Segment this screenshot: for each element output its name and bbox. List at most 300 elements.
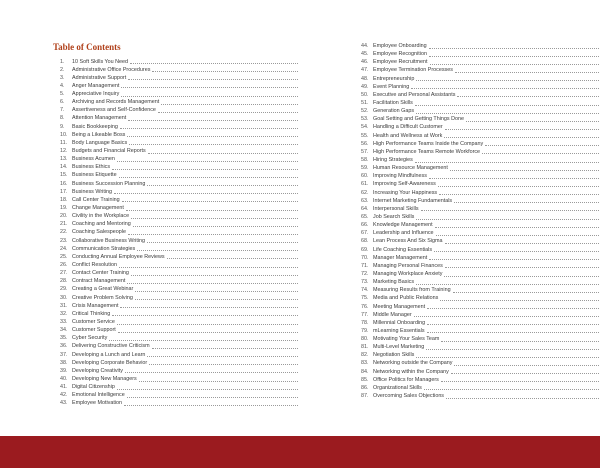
toc-entry-number: 66.	[361, 222, 369, 229]
toc-entry-label: Media and Public Relations	[373, 295, 439, 302]
toc-dot-leader	[427, 304, 599, 309]
toc-entry-number: 33.	[60, 319, 68, 325]
toc-entry[interactable]	[60, 261, 300, 269]
toc-entry[interactable]	[361, 254, 600, 262]
toc-entry[interactable]	[60, 212, 300, 220]
toc-entry-number: 31.	[60, 302, 68, 309]
toc-entry-number: 82.	[361, 352, 369, 359]
toc-dot-leader	[436, 231, 599, 236]
toc-entry[interactable]	[60, 155, 300, 163]
toc-dot-leader	[445, 263, 599, 268]
toc-entry-label: Business Ethics	[72, 164, 111, 171]
toc-entry[interactable]	[60, 294, 300, 302]
toc-entry-number: 10.	[60, 131, 68, 138]
toc-entry-number: 5.	[60, 91, 65, 98]
toc-entry[interactable]	[60, 139, 300, 147]
toc-entry[interactable]	[60, 351, 300, 359]
toc-entry-number: 12.	[60, 148, 68, 155]
toc-entry[interactable]	[361, 294, 600, 302]
toc-entry-label: Multi-Level Marketing	[373, 344, 425, 351]
toc-entry[interactable]	[60, 114, 300, 122]
toc-entry-label: Improving Mindfulness	[373, 173, 427, 180]
toc-dot-leader	[133, 222, 298, 227]
toc-entry[interactable]	[361, 319, 600, 327]
toc-entry[interactable]	[60, 383, 300, 391]
toc-entry-label: Administrative Office Procedures	[72, 66, 151, 73]
toc-entry-label: Attention Management	[72, 115, 127, 122]
toc-entry-number: 27.	[60, 270, 68, 277]
toc-dot-leader	[117, 157, 298, 162]
toc-entry[interactable]	[361, 140, 600, 148]
toc-entry[interactable]	[361, 148, 600, 156]
toc-entry[interactable]	[361, 221, 600, 229]
toc-entry-label: Networking outside the Company	[373, 360, 453, 367]
toc-entry-number: 57.	[361, 148, 369, 155]
toc-entry-number: 70.	[361, 254, 369, 261]
toc-entry-number: 62.	[361, 189, 369, 196]
toc-entry-label: Civility in the Workplace	[72, 213, 130, 220]
toc-entry-number: 83.	[361, 360, 369, 367]
toc-dot-leader	[411, 84, 599, 89]
toc-entry-number: 58.	[361, 156, 369, 163]
toc-dot-leader	[434, 247, 599, 252]
toc-dot-leader	[445, 125, 599, 130]
toc-entry-number: 39.	[60, 367, 68, 374]
toc-entry[interactable]	[361, 311, 600, 319]
toc-entry-label: Coaching and Mentoring	[72, 221, 131, 228]
toc-entry-number: 30.	[60, 294, 68, 301]
toc-entry-label: Managing Personal Finances	[373, 262, 443, 269]
toc-entry-number: 3.	[60, 74, 65, 81]
toc-dot-leader	[152, 344, 298, 349]
toc-entry-label: Call Center Training	[72, 196, 120, 203]
toc-entry-label: Measuring Results from Training	[373, 287, 451, 294]
toc-dot-leader	[416, 353, 599, 358]
toc-entry-number: 53.	[361, 116, 369, 123]
toc-entry[interactable]	[60, 302, 300, 310]
toc-entry[interactable]	[60, 253, 300, 261]
toc-entry-label: Hiring Strategies	[373, 156, 413, 163]
toc-dot-leader	[416, 76, 599, 81]
toc-entry[interactable]	[60, 131, 300, 139]
toc-dot-leader	[454, 361, 599, 366]
toc-entry-label: Meeting Management	[373, 303, 426, 310]
toc-entry[interactable]	[60, 375, 300, 383]
toc-entry-label: Administrative Support	[72, 74, 127, 81]
toc-dot-leader	[444, 133, 599, 138]
toc-dot-leader	[121, 92, 298, 97]
toc-entry-label: Assertiveness and Self-Confidence	[72, 107, 156, 114]
toc-entry-number: 29.	[60, 286, 68, 293]
toc-entry-label: High Performance Teams Inside the Company	[373, 140, 484, 147]
toc-dot-leader	[131, 271, 298, 276]
toc-entry[interactable]	[60, 342, 300, 350]
toc-dot-leader	[128, 116, 298, 121]
toc-entry-label: Business Etiquette	[72, 172, 117, 179]
toc-entry[interactable]	[361, 132, 600, 140]
toc-entry-number: 50.	[361, 91, 369, 98]
toc-dot-leader	[127, 393, 298, 398]
toc-entry-number: 48.	[361, 75, 369, 82]
toc-dot-leader	[114, 189, 298, 194]
toc-entry-number: 73.	[361, 279, 369, 286]
toc-entry-label: Budgets and Financial Reports	[72, 148, 146, 155]
toc-entry[interactable]	[60, 90, 300, 98]
toc-entry-number: 51.	[361, 99, 369, 106]
toc-entry[interactable]	[361, 343, 600, 351]
toc-dot-leader	[429, 174, 599, 179]
toc-dot-leader	[427, 320, 599, 325]
toc-entry[interactable]	[60, 163, 300, 171]
toc-entry[interactable]	[361, 164, 600, 172]
toc-entry[interactable]	[361, 172, 600, 180]
toc-dot-leader	[424, 385, 599, 390]
toc-entry-number: 4.	[60, 82, 65, 89]
toc-dot-leader	[122, 197, 298, 202]
toc-entry-number: 54.	[361, 124, 369, 131]
toc-dot-leader	[416, 280, 599, 285]
toc-entry-label: Customer Support	[72, 327, 116, 334]
toc-entry-number: 64.	[361, 205, 369, 212]
toc-entry-label: Creating a Great Webinar	[72, 286, 134, 293]
toc-entry-number: 87.	[361, 393, 369, 400]
toc-entry[interactable]	[60, 237, 300, 245]
toc-dot-leader	[446, 394, 599, 399]
toc-entry-number: 67.	[361, 230, 369, 237]
toc-entry-number: 38.	[60, 359, 68, 366]
toc-entry[interactable]	[60, 391, 300, 399]
toc-entry[interactable]	[60, 196, 300, 204]
toc-dot-leader	[414, 312, 599, 317]
toc-dot-leader	[119, 173, 298, 178]
toc-entry-label: Handling a Difficult Customer	[373, 124, 443, 131]
toc-entry[interactable]	[60, 180, 300, 188]
toc-entry[interactable]	[60, 318, 300, 326]
toc-dot-leader	[429, 255, 599, 260]
toc-entry-number: 20.	[60, 213, 68, 220]
toc-entry-number: 14.	[60, 164, 68, 171]
toc-entry[interactable]	[361, 327, 600, 335]
toc-entry-number: 35.	[60, 335, 68, 342]
toc-dot-leader	[457, 92, 599, 97]
toc-entry-number: 63.	[361, 197, 369, 204]
toc-entry[interactable]	[60, 399, 300, 407]
toc-dot-leader	[152, 67, 298, 72]
toc-entry-label: 10 Soft Skills You Need	[72, 58, 129, 65]
toc-entry[interactable]	[60, 326, 300, 334]
toc-entry-label: Employee Motivation	[72, 400, 123, 407]
toc-entry-label: Emotional Intelligence	[72, 392, 125, 399]
toc-dot-leader	[450, 166, 599, 171]
toc-entry-label: Human Resource Management	[373, 165, 448, 172]
toc-dot-leader	[148, 149, 298, 154]
toc-entry-label: Anger Management	[72, 82, 120, 89]
toc-entry-number: 37.	[60, 351, 68, 358]
toc-entry-number: 84.	[361, 368, 369, 375]
toc-dot-leader	[137, 246, 298, 251]
toc-dot-leader	[482, 149, 599, 154]
toc-entry-label: Business Succession Planning	[72, 180, 146, 187]
toc-entry-number: 61.	[361, 181, 369, 188]
toc-entry[interactable]	[361, 213, 600, 221]
toc-entry[interactable]	[361, 58, 600, 66]
toc-entry-number: 86.	[361, 384, 369, 391]
toc-entry-label: Digital Citizenship	[72, 384, 115, 391]
toc-entry[interactable]	[60, 188, 300, 196]
toc-entry-number: 49.	[361, 83, 369, 90]
toc-dot-leader	[453, 288, 599, 293]
toc-entry[interactable]	[361, 50, 600, 58]
toc-entry[interactable]	[361, 392, 600, 400]
toc-entry-label: Life Coaching Essentials	[373, 246, 433, 253]
toc-title: Table of Contents	[53, 42, 121, 52]
toc-entry-label: Leadership and Influence	[373, 230, 434, 237]
toc-entry[interactable]	[361, 180, 600, 188]
toc-entry[interactable]	[361, 66, 600, 74]
toc-entry-label: Increasing Your Happiness	[373, 189, 438, 196]
toc-entry-number: 46.	[361, 59, 369, 66]
toc-dot-leader	[466, 117, 599, 122]
toc-dot-leader	[426, 345, 599, 350]
toc-entry-label: Overcoming Sales Objections	[373, 393, 445, 400]
toc-entry-number: 74.	[361, 287, 369, 294]
toc-entry-number: 7.	[60, 107, 65, 114]
toc-entry-label: Developing Creativity	[72, 367, 123, 374]
toc-entry[interactable]	[361, 351, 600, 359]
toc-entry-label: Negotiation Skills	[373, 352, 415, 359]
toc-entry[interactable]	[361, 156, 600, 164]
toc-entry[interactable]	[60, 147, 300, 155]
toc-dot-leader	[109, 336, 298, 341]
toc-entry-label: Marketing Basics	[373, 279, 415, 286]
toc-entry-number: 21.	[60, 221, 68, 228]
toc-entry[interactable]	[361, 335, 600, 343]
toc-entry-number: 42.	[60, 392, 68, 399]
toc-dot-leader	[429, 44, 599, 49]
toc-dot-leader	[124, 401, 298, 406]
toc-entry[interactable]	[361, 270, 600, 278]
toc-entry-number: 81.	[361, 344, 369, 351]
toc-entry[interactable]	[60, 277, 300, 285]
toc-entry-label: Generation Gaps	[373, 108, 415, 115]
toc-entry[interactable]	[361, 189, 600, 197]
toc-entry[interactable]	[361, 368, 600, 376]
toc-entry-label: Internet Marketing Fundamentals	[373, 197, 453, 204]
toc-dot-leader	[167, 254, 298, 259]
toc-entry[interactable]	[60, 228, 300, 236]
toc-entry-number: 68.	[361, 238, 369, 245]
toc-entry[interactable]	[361, 115, 600, 123]
toc-entry[interactable]	[60, 82, 300, 90]
toc-entry-label: Coaching Salespeople	[72, 229, 126, 236]
toc-entry-number: 16.	[60, 180, 68, 187]
toc-entry[interactable]	[60, 66, 300, 74]
toc-entry-label: Managing Workplace Anxiety	[373, 270, 443, 277]
toc-entry[interactable]	[361, 286, 600, 294]
toc-entry[interactable]	[361, 83, 600, 91]
toc-entry-number: 80.	[361, 336, 369, 343]
toc-entry-label: Contract Management	[72, 278, 126, 285]
toc-entry-number: 2.	[60, 66, 65, 73]
toc-entry[interactable]	[361, 384, 600, 392]
toc-dot-leader	[147, 352, 298, 357]
toc-dot-leader	[128, 75, 298, 80]
toc-entry-number: 55.	[361, 132, 369, 139]
toc-entry[interactable]	[60, 245, 300, 253]
footer-bar	[0, 436, 600, 468]
toc-entry[interactable]	[60, 98, 300, 106]
toc-entry[interactable]	[361, 262, 600, 270]
toc-entry[interactable]	[60, 334, 300, 342]
toc-dot-leader	[118, 328, 298, 333]
toc-entry-number: 71.	[361, 262, 369, 269]
toc-entry-label: Conflict Resolution	[72, 262, 117, 269]
toc-entry-label: Health and Wellness at Work	[373, 132, 443, 139]
toc-dot-leader	[158, 108, 298, 113]
toc-entry-number: 13.	[60, 156, 68, 163]
toc-entry[interactable]	[60, 310, 300, 318]
toc-entry[interactable]	[361, 107, 600, 115]
toc-entry[interactable]	[361, 205, 600, 213]
toc-entry-number: 59.	[361, 165, 369, 172]
toc-dot-leader	[415, 158, 599, 163]
toc-entry[interactable]	[361, 278, 600, 286]
toc-entry-label: Manager Management	[373, 254, 428, 261]
toc-entry[interactable]	[60, 106, 300, 114]
toc-entry[interactable]	[60, 171, 300, 179]
toc-entry[interactable]	[60, 269, 300, 277]
toc-entry-label: Improving Self-Awareness	[373, 181, 436, 188]
toc-dot-leader	[445, 239, 599, 244]
toc-dot-leader	[128, 230, 298, 235]
toc-dot-leader	[129, 140, 298, 145]
toc-entry[interactable]	[60, 220, 300, 228]
toc-dot-leader	[131, 214, 298, 219]
toc-dot-leader	[127, 132, 298, 137]
toc-dot-leader	[117, 385, 298, 390]
toc-dot-leader	[429, 52, 599, 57]
toc-entry-number: 11.	[60, 139, 68, 146]
toc-entry[interactable]	[361, 91, 600, 99]
toc-entry[interactable]	[361, 376, 600, 384]
toc-entry-number: 41.	[60, 384, 68, 391]
toc-dot-leader	[444, 272, 599, 277]
toc-entry-label: Knowledge Management	[373, 222, 433, 229]
toc-dot-leader	[147, 238, 298, 243]
toc-entry[interactable]	[361, 42, 600, 50]
toc-dot-leader	[125, 368, 298, 373]
toc-entry-number: 75.	[361, 295, 369, 302]
toc-entry-label: Networking within the Company	[373, 368, 449, 375]
toc-dot-leader	[130, 59, 298, 64]
toc-entry-number: 36.	[60, 343, 68, 350]
toc-entry[interactable]	[361, 303, 600, 311]
toc-entry-number: 9.	[60, 123, 65, 130]
toc-dot-leader	[485, 141, 599, 146]
toc-entry[interactable]	[361, 99, 600, 107]
toc-dot-leader	[121, 83, 298, 88]
toc-entry-label: Job Search Skills	[373, 213, 415, 220]
toc-entry-number: 52.	[361, 108, 369, 115]
toc-dot-leader	[455, 68, 599, 73]
toc-dot-leader	[438, 182, 599, 187]
toc-entry[interactable]	[361, 229, 600, 237]
toc-entry-number: 18.	[60, 196, 68, 203]
toc-entry-label: Delivering Constructive Criticism	[72, 343, 150, 350]
toc-entry-label: Contact Center Training	[72, 270, 129, 277]
toc-entry-number: 60.	[361, 173, 369, 180]
toc-dot-leader	[416, 109, 599, 114]
toc-dot-leader	[120, 124, 298, 129]
toc-entry-label: Basic Bookkeeping	[72, 123, 118, 130]
toc-entry-number: 79.	[361, 327, 369, 334]
toc-entry-label: Office Politics for Managers	[373, 376, 439, 383]
toc-entry-label: Employee Termination Processes	[373, 67, 453, 74]
toc-dot-leader	[441, 337, 599, 342]
toc-entry-label: Developing New Managers	[72, 375, 137, 382]
toc-entry[interactable]	[361, 237, 600, 245]
toc-dot-leader	[430, 60, 599, 65]
toc-entry-label: Event Planning	[373, 83, 410, 90]
toc-entry-label: Lean Process And Six Sigma	[373, 238, 443, 245]
toc-entry-number: 34.	[60, 327, 68, 334]
toc-entry-label: Business Writing	[72, 188, 113, 195]
toc-dot-leader	[439, 190, 599, 195]
toc-entry[interactable]	[361, 246, 600, 254]
toc-entry-label: Conducting Annual Employee Reviews	[72, 253, 165, 260]
toc-column-right	[361, 42, 600, 400]
toc-entry-label: Millennial Onboarding	[373, 319, 426, 326]
toc-entry-label: Executive and Personal Assistants	[373, 91, 456, 98]
toc-entry[interactable]	[60, 204, 300, 212]
toc-entry[interactable]	[60, 123, 300, 131]
toc-entry-label: Developing Corporate Behavior	[72, 359, 148, 366]
toc-column-left	[60, 58, 300, 408]
toc-dot-leader	[120, 303, 298, 308]
toc-entry-label: Creative Problem Solving	[72, 294, 133, 301]
toc-dot-leader	[416, 215, 599, 220]
toc-entry-label: Interpersonal Skills	[373, 205, 419, 212]
toc-entry-number: 72.	[361, 270, 369, 277]
toc-entry-number: 78.	[361, 319, 369, 326]
toc-entry[interactable]	[361, 197, 600, 205]
toc-entry-number: 23.	[60, 237, 68, 244]
toc-entry-label: Crisis Management	[72, 302, 119, 309]
toc-entry-number: 40.	[60, 375, 68, 382]
toc-entry[interactable]	[60, 359, 300, 367]
toc-entry-number: 77.	[361, 311, 369, 318]
toc-entry-number: 8.	[60, 115, 65, 122]
toc-entry-number: 45.	[361, 51, 369, 58]
toc-entry-number: 69.	[361, 246, 369, 253]
toc-dot-leader	[435, 223, 599, 228]
toc-entry[interactable]	[60, 285, 300, 293]
toc-entry-label: Employee Recognition	[373, 51, 427, 58]
toc-entry-label: Organizational Skills	[373, 384, 422, 391]
toc-entry-label: Appreciative Inquiry	[72, 91, 120, 98]
toc-entry[interactable]	[60, 74, 300, 82]
toc-entry-number: 43.	[60, 400, 68, 407]
toc-entry[interactable]	[361, 123, 600, 131]
toc-dot-leader	[135, 295, 298, 300]
toc-entry[interactable]	[361, 75, 600, 83]
toc-entry-label: Collaborative Business Writing	[72, 237, 146, 244]
toc-entry-label: Communication Strategies	[72, 245, 136, 252]
toc-entry-label: Being a Likeable Boss	[72, 131, 126, 138]
toc-entry[interactable]	[361, 359, 600, 367]
toc-entry[interactable]	[60, 367, 300, 375]
toc-entry[interactable]	[60, 58, 300, 66]
